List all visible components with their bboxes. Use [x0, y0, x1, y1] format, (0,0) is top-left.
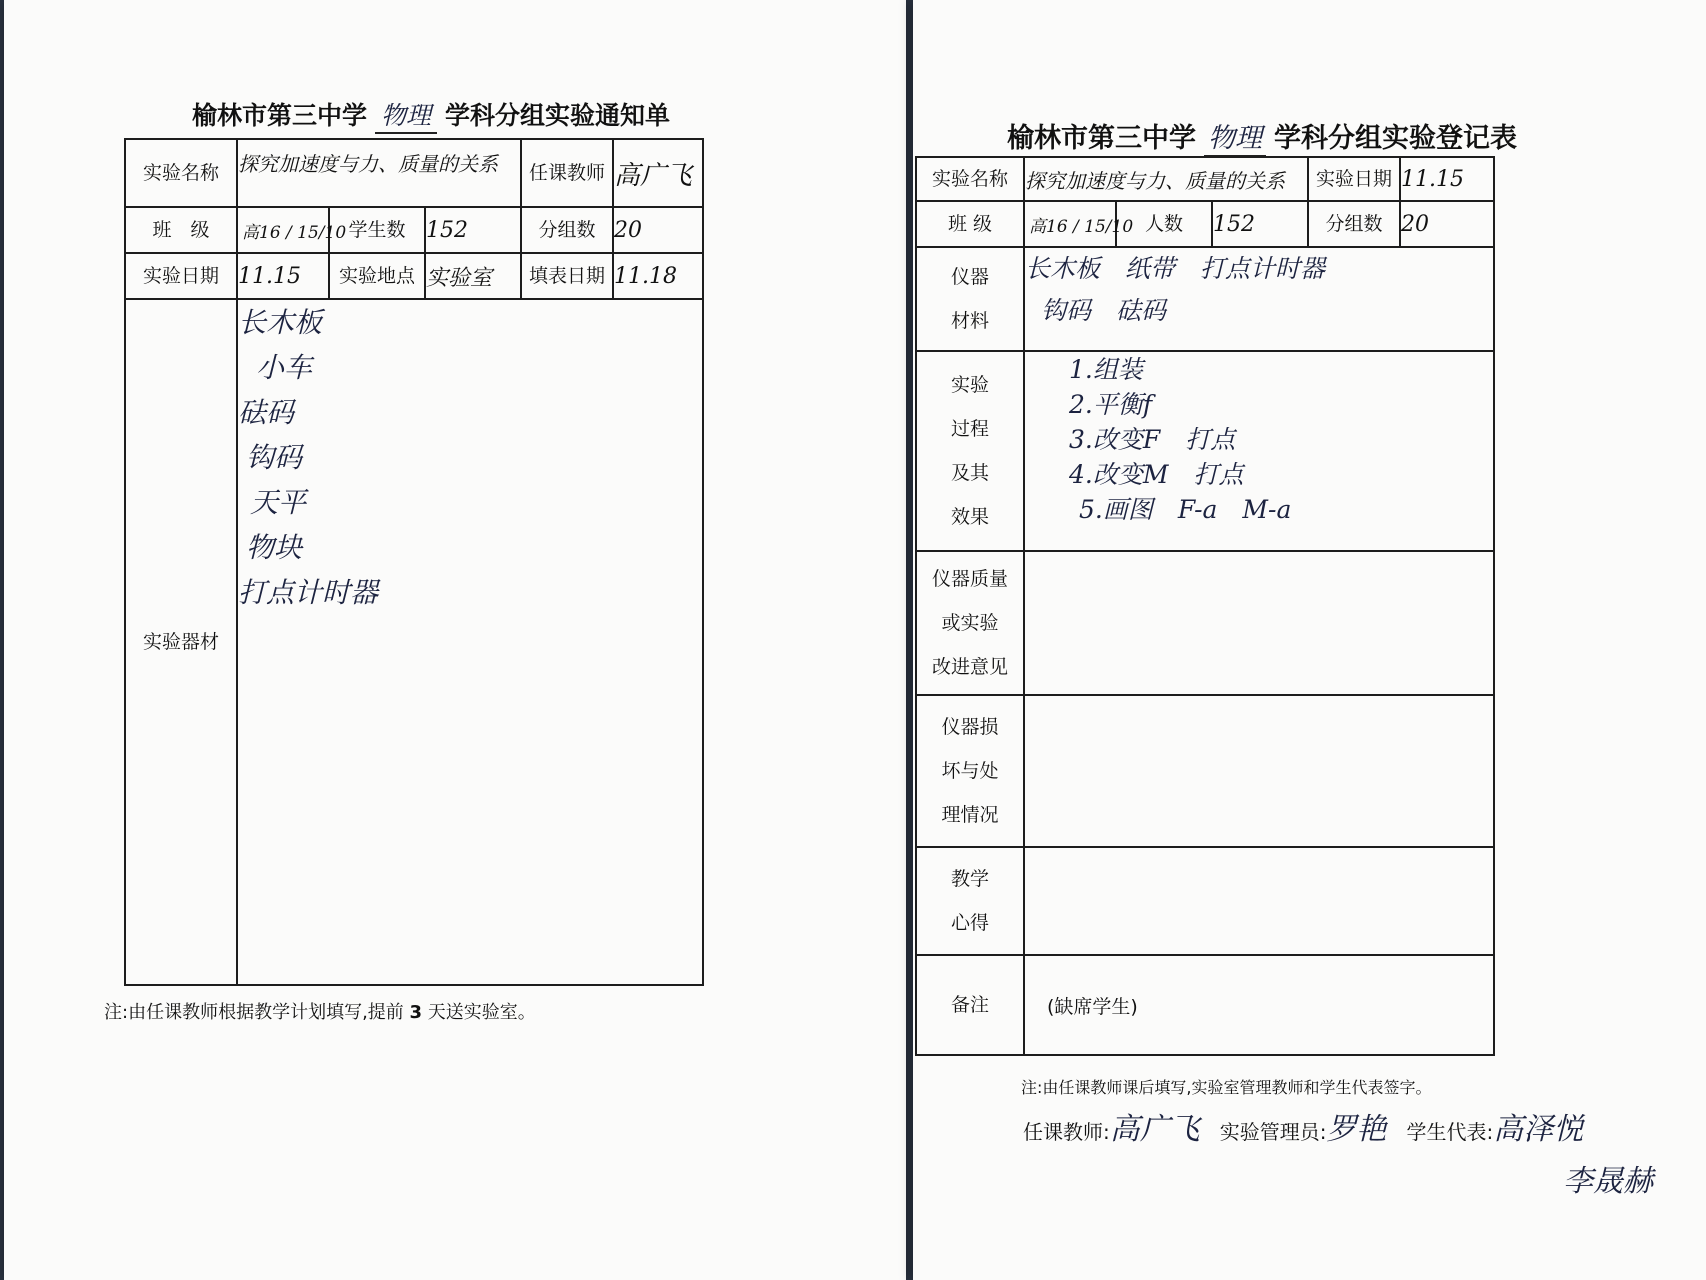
label-quality [916, 551, 1024, 695]
teacher-sig-label: 任课教师: [1023, 1120, 1110, 1144]
list-item: 小车 [256, 351, 313, 384]
value-experiment-name: 探究加速度与力、质量的关系 [1024, 157, 1308, 201]
value-remarks: (缺席学生) [1024, 955, 1494, 1055]
label-experiment-date: 实验日期 [125, 253, 237, 299]
reflection-value-empty [1024, 847, 1494, 955]
label-process [916, 351, 1024, 551]
label-line: 坏与处 [941, 760, 999, 782]
list-item: 物块 [246, 531, 303, 564]
label-line: 效果 [950, 506, 989, 528]
list-item: 天平 [250, 486, 307, 519]
label-fill-date: 填表日期 [521, 253, 613, 299]
label-line: 心得 [950, 912, 989, 934]
list-item: 打点计时器 [238, 576, 379, 609]
label-reflection [916, 847, 1024, 955]
value-group-count: 20 [1400, 201, 1494, 247]
admin-signature: 罗艳 [1326, 1112, 1387, 1147]
value-class: 高16 / 15/10 [1024, 201, 1116, 247]
subject-handwritten: 物理 [1204, 116, 1266, 157]
list-item: 4.改变M 打点 [1069, 460, 1244, 489]
value-group-count: 20 [613, 207, 703, 253]
label-location: 实验地点 [329, 253, 425, 299]
label-teacher: 任课教师 [521, 139, 613, 207]
register-title [1007, 116, 1517, 157]
label-people-count: 人数 [1116, 201, 1212, 247]
title-suffix: 学科分组实验登记表 [1274, 123, 1517, 154]
label-line: 教学 [950, 868, 989, 890]
register-table [915, 156, 1495, 1056]
label-line: 仪器 [950, 266, 989, 288]
value-experiment-date: 11.15 [237, 253, 329, 299]
notice-title [192, 96, 670, 134]
second-student-signature-row [1563, 1156, 1653, 1200]
list-item: 钩码 [246, 441, 303, 474]
label-group-count: 分组数 [1308, 201, 1400, 247]
student-signature-1: 高泽悦 [1493, 1112, 1584, 1147]
note-suffix: 天送实验室。 [422, 1002, 536, 1023]
equipment-list [237, 299, 703, 985]
admin-sig-label: 实验管理员: [1219, 1120, 1327, 1144]
value-teacher: 高广飞 [613, 139, 703, 207]
materials-list [1024, 247, 1494, 351]
value-location: 实验室 [425, 253, 521, 299]
label-experiment-name: 实验名称 [916, 157, 1024, 201]
list-item: 长木板 [238, 306, 323, 339]
label-line: 或实验 [941, 612, 999, 634]
label-line: 过程 [950, 418, 989, 440]
notice-footnote [104, 998, 536, 1024]
label-class: 班 级 [125, 207, 237, 253]
label-group-count: 分组数 [521, 207, 613, 253]
notice-sheet [4, 0, 906, 1280]
list-item: 3.改变F 打点 [1069, 425, 1236, 454]
label-experiment-date: 实验日期 [1308, 157, 1400, 201]
register-sheet [913, 0, 1706, 1280]
register-footnote: 注:由任课教师课后填写,实验室管理教师和学生代表签字。 [1021, 1078, 1432, 1097]
label-materials [916, 247, 1024, 351]
label-line: 仪器质量 [931, 568, 1008, 590]
notice-table [124, 138, 704, 986]
note-days: 3 [409, 1002, 423, 1023]
value-experiment-date: 11.15 [1400, 157, 1494, 201]
process-steps [1024, 351, 1494, 551]
label-remarks: 备注 [916, 955, 1024, 1055]
student-signature-2: 李晟赫 [1563, 1164, 1653, 1199]
list-item: 长木板 纸带 打点计时器 [1025, 254, 1326, 283]
value-class: 高16 / 15/10 [237, 207, 329, 253]
list-item: 砝码 [238, 396, 295, 429]
label-line: 理情况 [941, 804, 999, 826]
quality-value-empty [1024, 551, 1494, 695]
label-experiment-name: 实验名称 [125, 139, 237, 207]
list-item: 5.画图 F-a M-a [1079, 495, 1292, 524]
title-prefix: 榆林市第三中学 [1007, 123, 1196, 154]
title-suffix: 学科分组实验通知单 [445, 101, 671, 130]
label-damage [916, 695, 1024, 847]
label-line: 及其 [950, 462, 989, 484]
subject-handwritten: 物理 [375, 96, 437, 134]
signature-row [1023, 1104, 1583, 1148]
teacher-signature: 高广飞 [1109, 1112, 1200, 1147]
label-equipment: 实验器材 [125, 299, 237, 985]
damage-value-empty [1024, 695, 1494, 847]
list-item: 1.组装 [1069, 355, 1143, 384]
student-sig-label: 学生代表: [1406, 1120, 1494, 1144]
label-line: 材料 [950, 310, 989, 332]
label-class: 班 级 [916, 201, 1024, 247]
value-fill-date: 11.18 [613, 253, 703, 299]
value-student-count: 152 [425, 207, 521, 253]
list-item: 钩码 砝码 [1041, 296, 1167, 325]
value-experiment-name: 探究加速度与力、质量的关系 [237, 139, 521, 207]
label-line: 仪器损 [941, 716, 999, 738]
list-item: 2.平衡f [1069, 390, 1153, 419]
value-people-count: 152 [1212, 201, 1308, 247]
title-prefix: 榆林市第三中学 [192, 101, 368, 130]
label-line: 实验 [950, 374, 989, 396]
note-prefix: 注:由任课教师根据教学计划填写,提前 [104, 1002, 410, 1023]
label-line: 改进意见 [931, 656, 1008, 678]
label-student-count: 学生数 [329, 207, 425, 253]
